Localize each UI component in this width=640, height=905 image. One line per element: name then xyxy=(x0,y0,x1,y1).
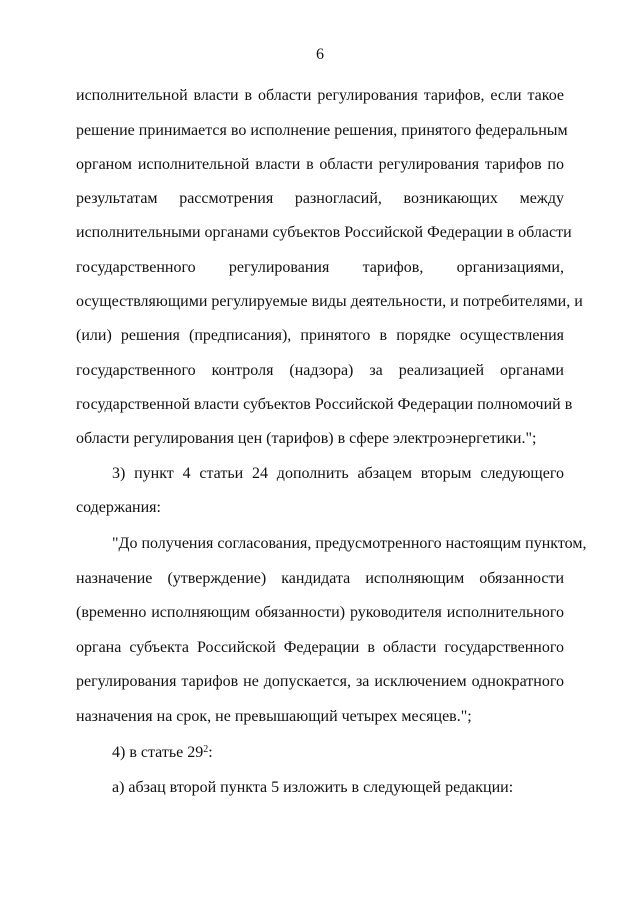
text-line: исполнительной власти в области регулирования тарифов, если такое xyxy=(76,87,564,104)
text-line: содержания: xyxy=(76,499,161,516)
article-superscript: 2 xyxy=(203,744,209,755)
text-line: исполнительными органами субъектов Российской Федерации в области xyxy=(76,224,572,241)
text-line: назначение (утверждение) кандидата исполняющим обязанности xyxy=(76,570,564,587)
text-line: результатам рассмотрения разногласий, возникающих между xyxy=(76,190,564,207)
text-line: области регулирования цен (тарифов) в сфере электроэнергетики."; xyxy=(76,430,537,447)
page-number: 6 xyxy=(316,46,324,63)
text-line: решение принимается во исполнение решения, принятого федеральным xyxy=(76,122,568,139)
text-line: органом исполнительной власти в области регулирования тарифов по xyxy=(76,156,564,173)
text-line: (временно исполняющим обязанности) руководителя исполнительного xyxy=(76,604,564,621)
text-line: осуществляющими регулируемые виды деятельности, и потребителями, и xyxy=(76,293,583,310)
text-line: органа субъекта Российской Федерации в области государственного xyxy=(76,639,564,656)
text-line: государственной власти субъектов Российской Федерации полномочий в xyxy=(76,396,573,413)
text-line: регулирования тарифов не допускается, за исключением однократного xyxy=(76,673,564,690)
text-line: 3) пункт 4 статьи 24 дополнить абзацем вторым следующего xyxy=(112,465,564,482)
paragraph-4 xyxy=(112,743,213,763)
text-line: (или) решения (предписания), принятого в порядке осуществления xyxy=(76,327,564,344)
article-prefix: 4) в статье 29 xyxy=(112,744,204,761)
text-line: государственного регулирования тарифов, организациями, xyxy=(76,259,564,276)
text-line: государственного контроля (надзора) за реализацией органами xyxy=(76,362,564,379)
text-line: назначения на срок, не превышающий четырех месяцев."; xyxy=(76,708,472,725)
text-line: "До получения согласования, предусмотренного настоящим пунктом, xyxy=(112,535,587,552)
paragraph-5: а) абзац второй пункта 5 изложить в следующей редакции: xyxy=(112,779,514,796)
article-suffix: : xyxy=(208,744,213,761)
